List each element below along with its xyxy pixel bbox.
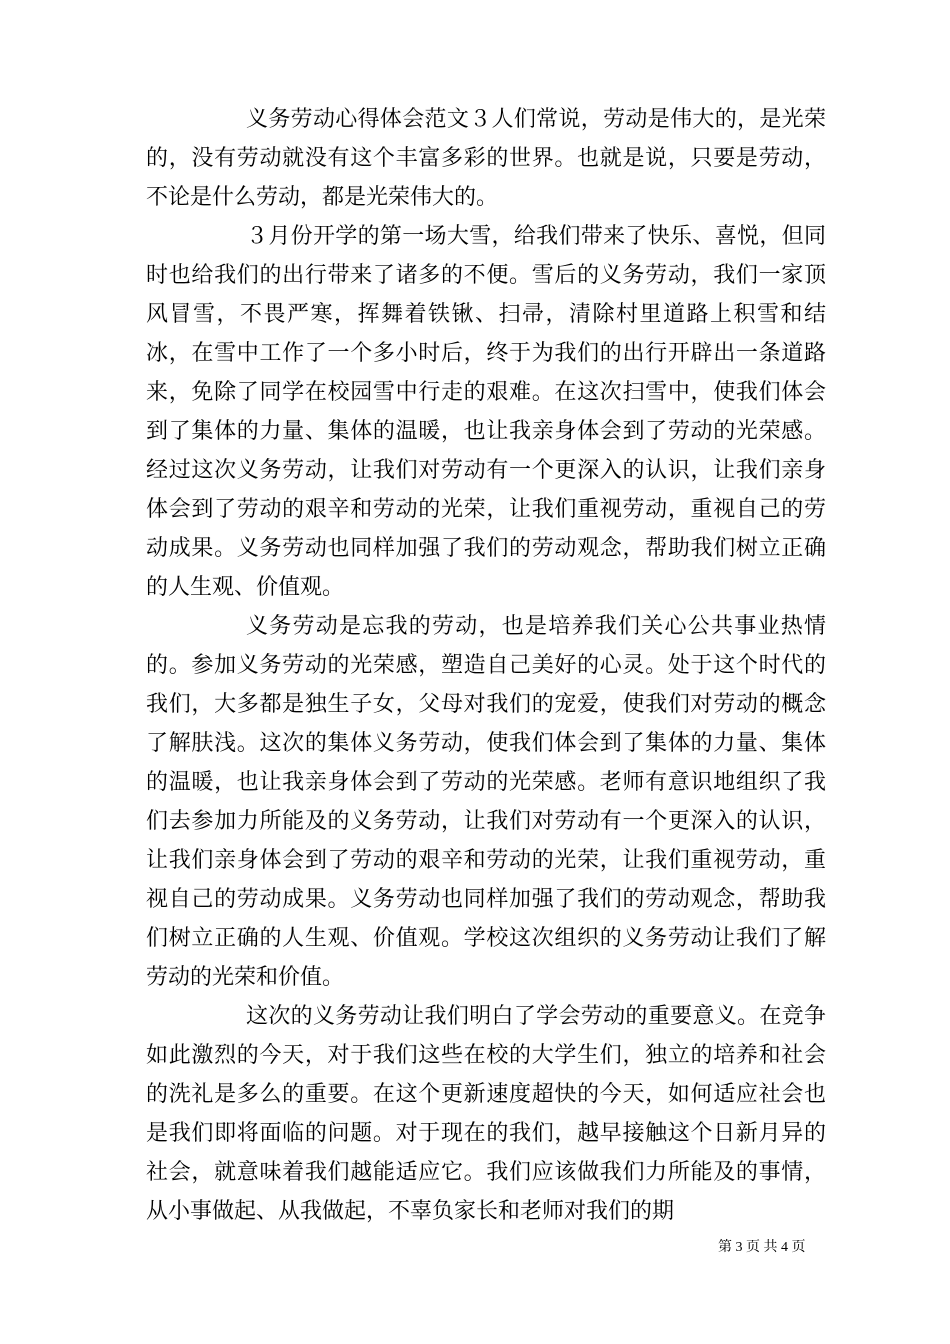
page-number-footer: 第 3 页 共 4 页 bbox=[718, 1240, 806, 1255]
body-text bbox=[146, 100, 826, 1231]
paragraph-4: 这次的义务劳动让我们明白了学会劳动的重要意义。在竞争如此激烈的今天，对于我们这些在校的大学生们，独立的培养和社会的洗礼是多么的重要。在这个更新速度超快的今天，如何适应社会也是我们即将面临的问题。对于现在的我们，越早接触这个日新月异的社会，就意味着我们越能适应它。我们应该做我们力所能及的事情，从小事做起、从我做起，不辜负家长和老师对我们的期 bbox=[146, 1004, 826, 1224]
paragraph-1: 义务劳动心得体会范文３人们常说，劳动是伟大的，是光荣的，没有劳动就没有这个丰富多彩的世界。也就是说，只要是劳动，不论是什么劳动，都是光荣伟大的。 bbox=[146, 107, 826, 210]
paragraph-2: ３月份开学的第一场大雪，给我们带来了快乐、喜悦，但同时也给我们的出行带来了诸多的不便。雪后的义务劳动，我们一家顶风冒雪，不畏严寒，挥舞着铁锹、扫帚，清除村里道路上积雪和结冰，在雪中工作了一个多小时后，终于为我们的出行开辟出一条道路来，免除了同学在校园雪中行走的艰难。在这次扫雪中，使我们体会到了集体的力量、集体的温暖，也让我亲身体会到了劳动的光荣感。经过这次义务劳动，让我们对劳动有一个更深入的认识，让我们亲身体会到了劳动的艰辛和劳动的光荣，让我们重视劳动，重视自己的劳动成果。义务劳动也同样加强了我们的劳动观念，帮助我们树立正确的人生观、价值观。 bbox=[146, 224, 826, 600]
paragraph-3: 义务劳动是忘我的劳动，也是培养我们关心公共事业热情的。参加义务劳动的光荣感，塑造自己美好的心灵。处于这个时代的我们，大多都是独生子女，父母对我们的宠爱，使我们对劳动的概念了解肤浅。这次的集体义务劳动，使我们体会到了集体的力量、集体的温暖，也让我亲身体会到了劳动的光荣感。老师有意识地组织了我们去参加力所能及的义务劳动，让我们对劳动有一个更深入的认识，让我们亲身体会到了劳动的艰辛和劳动的光荣，让我们重视劳动，重视自己的劳动成果。义务劳动也同样加强了我们的劳动观念，帮助我们树立正确的人生观、价值观。学校这次组织的义务劳动让我们了解劳动的光荣和价值。 bbox=[146, 614, 826, 990]
